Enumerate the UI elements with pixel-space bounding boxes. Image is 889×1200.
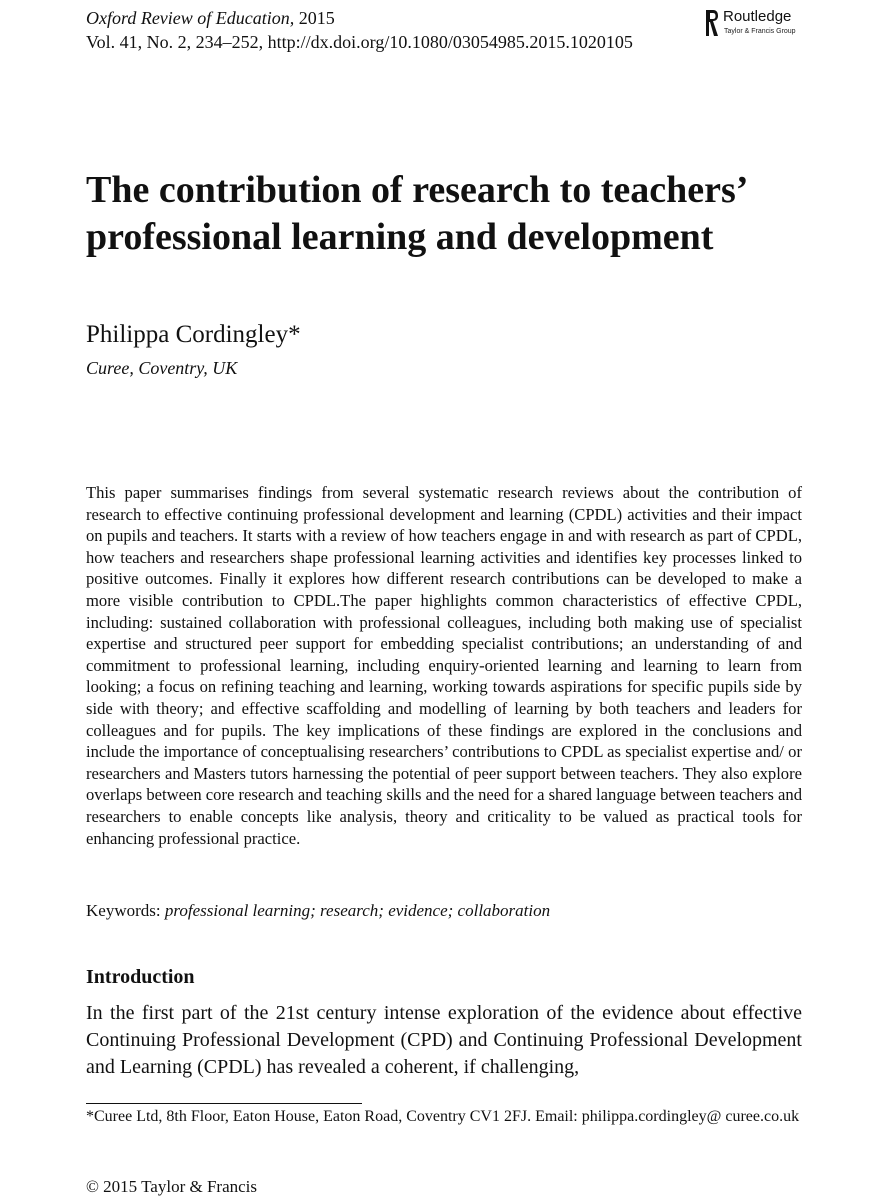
abstract: This paper summarises findings from several systematic research reviews about the contribution of research to effective continuing professional development and learning (CPDL) activities and their impact on pupils and teachers. It starts with a review of how teachers engage in and with research as part of CPDL, how teachers and researchers shape professional learning activities and identifies key processes linked to positive outcomes. Finally it explores how different research contributions can be developed to make a more visible contribution to CPDL.The paper highlights common characteristics of effective CPDL, including: sustained collaboration with professional colleagues, including both making use of specialist expertise and structured peer support for embedding specialist contributions; an understanding of and commitment to professional learning, including enquiry-oriented learning and learning to learn from looking; a focus on refining teaching and learning, working towards aspirations for specific pupils side by side with theory; and effective scaffolding and modelling of learning by both teachers and leaders for colleagues and for pupils. The key implications of these findings are explored in the conclusions and include the importance of conceptualising researchers’ contributions to CPDL as specialist expertise and/ or researchers and Masters tutors harnessing the potential of peer support between teachers. They also explore overlaps between core research and teaching skills and the need for a shared language between teachers and researchers to enable concepts like analysis, theory and criticality to be valued as practical tools for enhancing professional practice. (86, 483, 802, 848)
journal-year: 2015 (294, 8, 335, 28)
section-heading-introduction: Introduction (86, 966, 195, 988)
publisher-name: Routledge (723, 8, 792, 25)
routledge-r-icon (705, 8, 719, 38)
journal-name: Oxford Review of Education, (86, 8, 295, 28)
article-title: The contribution of research to teachers’ professional learning and development (86, 169, 746, 258)
author-footnote: *Curee Ltd, 8th Floor, Eaton House, Eaton Road, Coventry CV1 2FJ. Email: philippa.cordingley@ curee.co.uk (86, 1108, 800, 1125)
introduction-paragraph: In the first part of the 21st century intense exploration of the evidence about effective Continuing Professional Development (CPD) and Continuing Professional Development and Learning (CPDL) has revealed a coherent, if challenging, (86, 1002, 802, 1078)
footnote-divider (86, 1103, 362, 1104)
keywords-list: professional learning; research; evidence; collaboration (164, 901, 551, 920)
publisher-group: Taylor & Francis Group (724, 28, 796, 35)
publisher-logo (705, 8, 825, 40)
copyright-notice: © 2015 Taylor & Francis (86, 1177, 258, 1196)
journal-citation (86, 6, 633, 54)
volume-doi-line[interactable]: Vol. 41, No. 2, 234–252, http://dx.doi.org/10.1080/03054985.2015.1020105 (86, 32, 633, 52)
keywords (86, 900, 550, 922)
keywords-label: Keywords: (86, 901, 165, 920)
author-name: Philippa Cordingley* (86, 321, 301, 348)
author-affiliation: Curee, Coventry, UK (86, 358, 238, 378)
